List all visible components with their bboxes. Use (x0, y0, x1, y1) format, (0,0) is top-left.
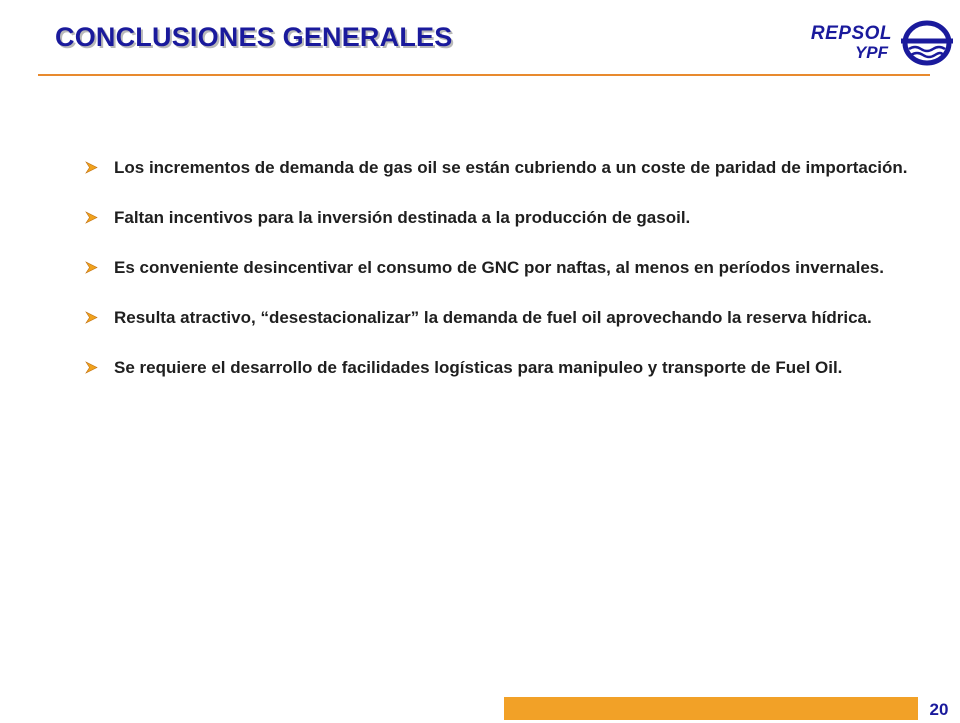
page-title: CONCLUSIONES GENERALES (55, 22, 453, 52)
bullet-text: Resulta atractivo, “desestacionalizar” la demanda de fuel oil aprovechando la reserva hídrica. (114, 308, 872, 327)
arrow-bullet-icon (85, 161, 98, 174)
arrow-bullet-icon (85, 361, 98, 374)
list-item (85, 155, 920, 180)
arrow-bullet-icon (85, 261, 98, 274)
repsol-ypf-emblem-icon (898, 18, 956, 68)
conclusions-list (85, 155, 920, 405)
logo-line-repsol: REPSOL (810, 23, 892, 44)
list-item (85, 205, 920, 230)
logo-wordmark (800, 14, 892, 74)
title-divider (38, 74, 930, 76)
list-item (85, 255, 920, 280)
arrow-bullet-icon (85, 311, 98, 324)
repsol-ypf-logo (800, 14, 955, 74)
bullet-text: Faltan incentivos para la inversión destinada a la producción de gasoil. (114, 208, 691, 227)
logo-line-ypf: YPF (854, 43, 888, 62)
list-item (85, 305, 920, 330)
list-item (85, 355, 920, 380)
page-number: 20 (918, 697, 960, 720)
arrow-bullet-icon (85, 211, 98, 224)
bullet-text: Es conveniente desincentivar el consumo de GNC por naftas, al menos en períodos invernales. (114, 258, 884, 277)
bullet-text: Se requiere el desarrollo de facilidades logísticas para manipuleo y transporte de Fuel Oil. (114, 358, 843, 377)
bullet-text: Los incrementos de demanda de gas oil se están cubriendo a un coste de paridad de importación. (114, 158, 908, 177)
footer-bar (504, 697, 960, 720)
